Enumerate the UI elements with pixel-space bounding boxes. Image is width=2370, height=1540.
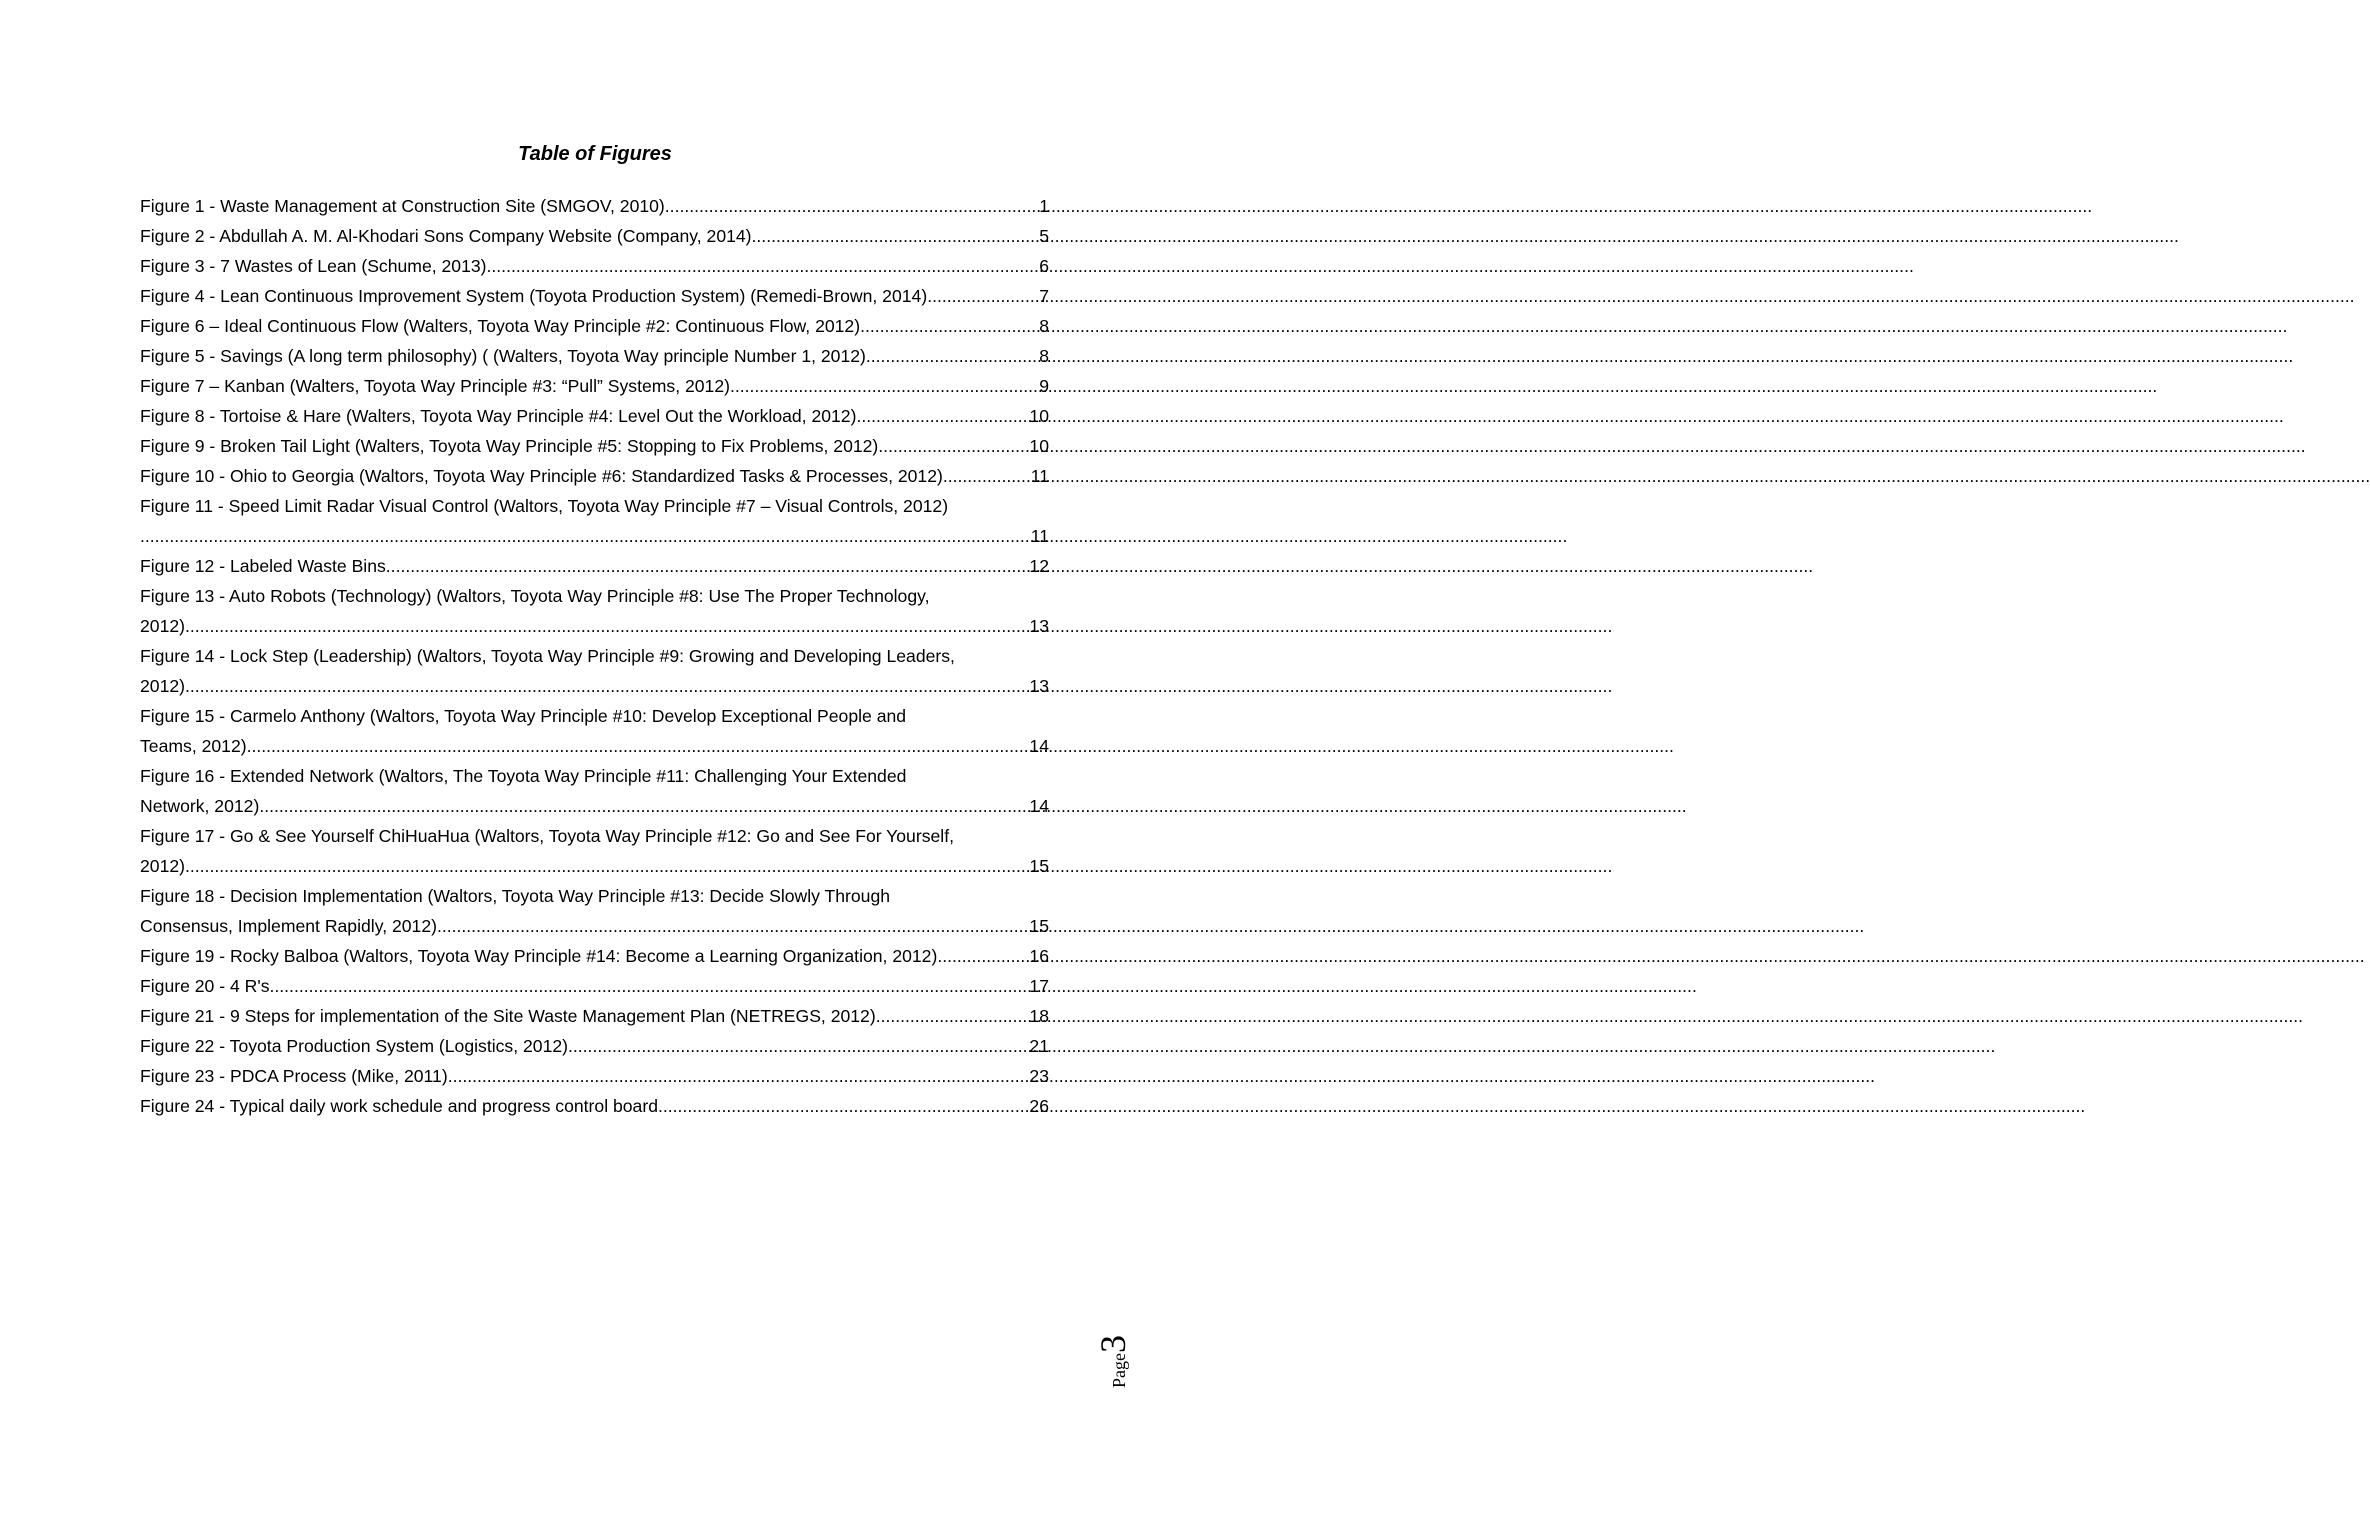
leader-dots	[860, 311, 1039, 341]
leader-dots	[270, 971, 1030, 1001]
entry-page: 6	[1039, 256, 1049, 276]
toc-entry[interactable]	[140, 1091, 1049, 1121]
entry-text: Figure 4 - Lean Continuous Improvement System (Toyota Production System) (Remedi-Brown, 2014)	[140, 286, 928, 306]
entry-text-continued: Network, 2012)	[140, 796, 260, 816]
leader-dots	[856, 401, 1029, 431]
leader-dots	[878, 431, 1029, 461]
entry-text: Figure 1 - Waste Management at Construction Site (SMGOV, 2010)	[140, 196, 665, 216]
entry-text: Figure 2 - Abdullah A. M. Al-Khodari Sons Company Website (Company, 2014)	[140, 226, 752, 246]
entry-text: Figure 20 - 4 R's	[140, 976, 270, 996]
leader-dots	[927, 281, 1039, 311]
entry-page: 21	[1029, 1036, 1049, 1056]
entry-page: 14	[1029, 736, 1049, 756]
toc-entry[interactable]	[140, 881, 1049, 941]
entry-page: 11	[1030, 466, 1049, 486]
leader-dots	[937, 941, 1029, 971]
leader-dots	[658, 1091, 1029, 1121]
entry-page: 13	[1029, 676, 1049, 696]
toc-entry[interactable]	[140, 761, 1049, 821]
entry-text: Figure 13 - Auto Robots (Technology) (Waltors, Toyota Way Principle #8: Use The Proper Technology,	[140, 586, 930, 606]
leader-dots	[866, 341, 1039, 371]
entry-text: Figure 9 - Broken Tail Light (Walters, Toyota Way Principle #5: Stopping to Fix Problems, 2012)	[140, 436, 879, 456]
entry-text: Figure 24 - Typical daily work schedule and progress control board	[140, 1096, 658, 1116]
entry-page: 10	[1029, 436, 1049, 456]
entry-text: Figure 23 - PDCA Process (Mike, 2011)	[140, 1066, 448, 1086]
entry-page: 15	[1029, 916, 1049, 936]
toc-entry[interactable]	[140, 971, 1049, 1001]
entry-text: Figure 12 - Labeled Waste Bins	[140, 556, 386, 576]
entry-text: Figure 22 - Toyota Production System (Logistics, 2012)	[140, 1036, 568, 1056]
leader-dots	[185, 611, 1029, 641]
entry-text: Figure 16 - Extended Network (Waltors, The Toyota Way Principle #11: Challenging Your Extended	[140, 766, 907, 786]
toc-entry[interactable]	[140, 641, 1049, 701]
toc-entry[interactable]	[140, 941, 1049, 971]
entry-page: 8	[1039, 316, 1049, 336]
entry-text: Figure 15 - Carmelo Anthony (Waltors, Toyota Way Principle #10: Develop Exceptional People and	[140, 706, 907, 726]
entry-text: Figure 19 - Rocky Balboa (Waltors, Toyota Way Principle #14: Become a Learning Organization, 2012)	[140, 946, 938, 966]
page-number-value: 3	[1093, 1335, 1133, 1353]
entry-page: 5	[1039, 226, 1049, 246]
leader-dots	[752, 221, 1040, 251]
entry-page: 26	[1029, 1096, 1049, 1116]
entry-text-continued: 2012)	[140, 856, 185, 876]
toc-entry[interactable]	[140, 701, 1049, 761]
entry-text: Figure 7 – Kanban (Walters, Toyota Way Principle #3: “Pull” Systems, 2012)	[140, 376, 730, 396]
toc-entry[interactable]	[140, 1001, 1049, 1031]
entry-page: 7	[1039, 286, 1049, 306]
entry-text: Figure 21 - 9 Steps for implementation of the Site Waste Management Plan (NETREGS, 2012)	[140, 1006, 876, 1026]
entry-text: Figure 17 - Go & See Yourself ChiHuaHua (Waltors, Toyota Way Principle #12: Go and See For Yourself,	[140, 826, 954, 846]
entry-text: Figure 11 - Speed Limit Radar Visual Control (Waltors, Toyota Way Principle #7 – Visual Controls, 2012)	[140, 496, 949, 516]
entry-page: 15	[1029, 856, 1049, 876]
leader-dots	[943, 461, 1031, 491]
entry-page: 13	[1029, 616, 1049, 636]
leader-dots	[259, 791, 1029, 821]
entry-text-continued: Consensus, Implement Rapidly, 2012)	[140, 916, 437, 936]
entry-page: 11	[1030, 526, 1049, 546]
leader-dots	[140, 521, 1031, 551]
toc-title: Table of Figures	[518, 143, 672, 165]
toc-entry[interactable]	[140, 371, 1049, 401]
entry-page: 8	[1039, 346, 1049, 366]
toc-entry[interactable]	[140, 581, 1049, 641]
toc-entry[interactable]	[140, 1061, 1049, 1091]
leader-dots	[730, 371, 1039, 401]
entry-text: Figure 18 - Decision Implementation (Waltors, Toyota Way Principle #13: Decide Slowly Through	[140, 886, 891, 906]
entry-page: 9	[1039, 376, 1049, 396]
entry-page: 16	[1029, 946, 1049, 966]
toc-entry[interactable]	[140, 251, 1049, 281]
entry-text: Figure 3 - 7 Wastes of Lean (Schume, 2013)	[140, 256, 487, 276]
entry-text: Figure 6 – Ideal Continuous Flow (Walters, Toyota Way Principle #2: Continuous Flow, 2012)	[140, 316, 861, 336]
entry-text: Figure 14 - Lock Step (Leadership) (Waltors, Toyota Way Principle #9: Growing and Developing Leaders,	[140, 646, 955, 666]
entry-page: 12	[1029, 556, 1049, 576]
toc-entry[interactable]	[140, 821, 1049, 881]
entry-text-continued: 2012)	[140, 616, 185, 636]
toc-entry[interactable]	[140, 491, 1049, 551]
page-number	[1080, 1310, 1150, 1400]
entry-page: 1	[1039, 196, 1049, 216]
toc-entry[interactable]	[140, 221, 1049, 251]
leader-dots	[437, 911, 1029, 941]
toc-entry[interactable]	[140, 431, 1049, 461]
toc-entry[interactable]	[140, 461, 1049, 491]
toc-entry[interactable]	[140, 281, 1049, 311]
toc-entry[interactable]	[140, 191, 1049, 221]
toc-entry[interactable]	[140, 311, 1049, 341]
leader-dots	[386, 551, 1030, 581]
leader-dots	[487, 251, 1040, 281]
entry-text: Figure 8 - Tortoise & Hare (Walters, Toyota Way Principle #4: Level Out the Workload, 2012)	[140, 406, 857, 426]
toc-entry[interactable]	[140, 1031, 1049, 1061]
leader-dots	[448, 1061, 1030, 1091]
entry-page: 14	[1029, 796, 1049, 816]
entry-text: Figure 5 - Savings (A long term philosophy) ( (Walters, Toyota Way principle Number 1, 2012)	[140, 346, 866, 366]
toc-entry[interactable]	[140, 401, 1049, 431]
entry-text-continued: 2012)	[140, 676, 185, 696]
entry-page: 10	[1029, 406, 1049, 426]
page-label: Page	[1109, 1353, 1129, 1388]
entry-page: 18	[1029, 1006, 1049, 1026]
table-of-figures	[140, 191, 1049, 1121]
leader-dots	[185, 671, 1029, 701]
leader-dots	[568, 1031, 1029, 1061]
entry-text-continued: Teams, 2012)	[140, 736, 247, 756]
leader-dots	[185, 851, 1029, 881]
entry-page: 23	[1029, 1066, 1049, 1086]
entry-text: Figure 10 - Ohio to Georgia (Waltors, Toyota Way Principle #6: Standardized Tasks & Processes, 2012)	[140, 466, 943, 486]
leader-dots	[876, 1001, 1030, 1031]
leader-dots	[665, 191, 1039, 221]
entry-page: 17	[1029, 976, 1049, 996]
toc-entry[interactable]	[140, 551, 1049, 581]
toc-entry[interactable]	[140, 341, 1049, 371]
leader-dots	[247, 731, 1030, 761]
